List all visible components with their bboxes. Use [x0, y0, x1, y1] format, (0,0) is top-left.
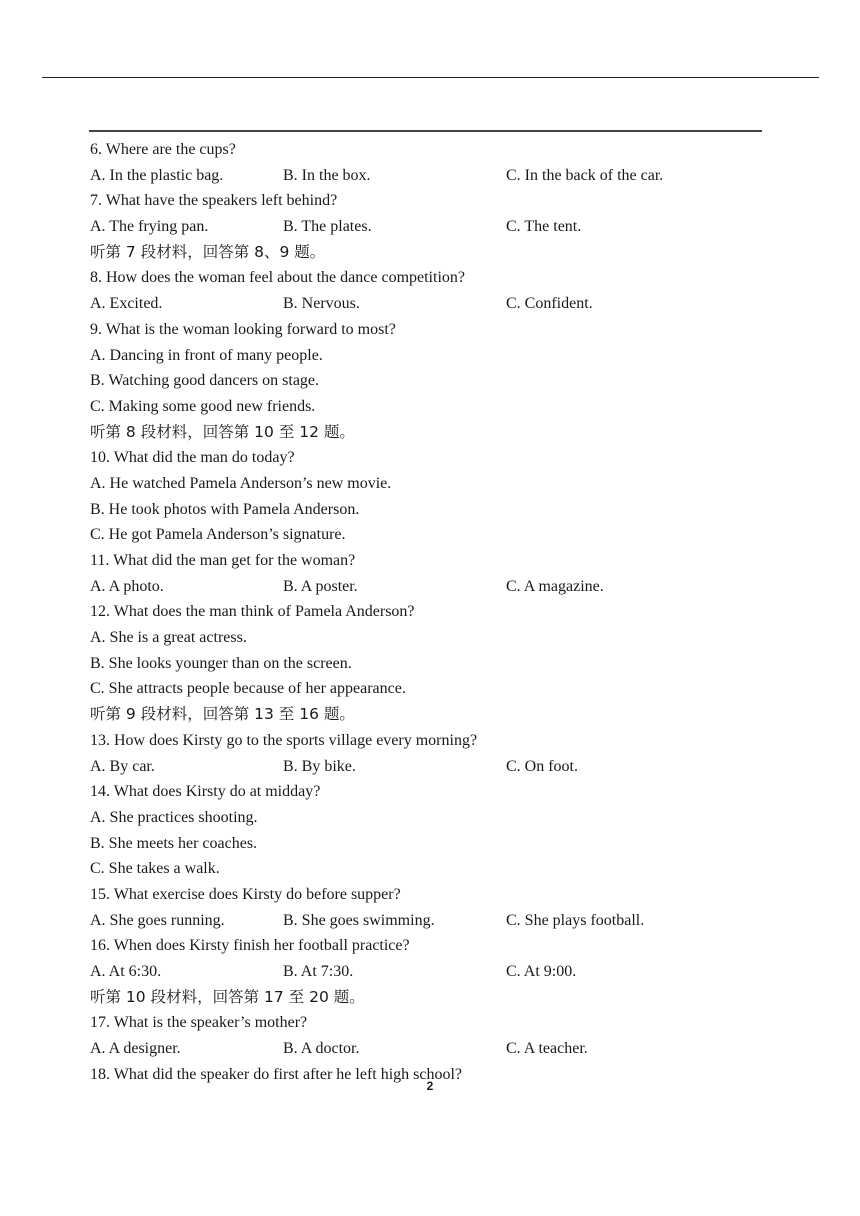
option-a: A. She goes running. [90, 911, 225, 929]
option-a: A. In the plastic bag. [90, 166, 224, 184]
listening-questions [90, 137, 770, 1087]
question-text: 6. Where are the cups? [90, 141, 236, 158]
answer-option: C. He got Pamela Anderson’s signature. [90, 526, 346, 544]
option-b: B. By bike. [283, 757, 356, 775]
option-b: B. Nervous. [283, 295, 360, 313]
answer-options-row [90, 754, 770, 780]
question-text: 12. What does the man think of Pamela Anderson? [90, 603, 415, 621]
option-a: A. A photo. [90, 577, 164, 595]
question-text: 15. What exercise does Kirsty do before supper? [90, 885, 401, 903]
option-a: A. By car. [90, 757, 155, 775]
answer-options-row [90, 574, 770, 600]
answer-option: B. She looks younger than on the screen. [90, 654, 352, 672]
option-a: A. A designer. [90, 1040, 181, 1058]
option-c: C. She plays football. [506, 911, 645, 929]
question-text: 13. How does Kirsty go to the sports village every morning? [90, 731, 478, 749]
option-c: C. In the back of the car. [506, 166, 664, 184]
answer-option: B. He took photos with Pamela Anderson. [90, 500, 360, 518]
question-text: 9. What is the woman looking forward to most? [90, 320, 396, 338]
answer-options-row [90, 291, 770, 317]
question-text: 16. When does Kirsty finish her football practice? [90, 937, 410, 955]
option-b: B. At 7:30. [283, 963, 354, 980]
section-instruction: 听第 8 段材料，回答第 10 至 12 题。 [90, 422, 355, 441]
option-c: C. A magazine. [506, 577, 604, 595]
option-b: B. A doctor. [283, 1040, 360, 1058]
answer-options-row [90, 959, 770, 985]
answer-options-row [90, 908, 770, 934]
answer-option: A. She practices shooting. [90, 808, 258, 826]
option-b: B. In the box. [283, 166, 371, 184]
answer-options-row [90, 1036, 770, 1062]
answer-option: C. Making some good new friends. [90, 397, 316, 415]
scan-top-rule [89, 130, 762, 132]
section-instruction: 听第 9 段材料，回答第 13 至 16 题。 [90, 705, 355, 724]
answer-option: A. She is a great actress. [90, 629, 247, 647]
answer-option: B. She meets her coaches. [90, 834, 258, 852]
section-instruction: 听第 10 段材料，回答第 17 至 20 题。 [90, 987, 365, 1006]
option-b: B. The plates. [283, 218, 372, 236]
section-instruction: 听第 7 段材料，回答第 8、9 题。 [90, 242, 326, 261]
option-c: C. At 9:00. [506, 963, 577, 980]
option-b: B. A poster. [283, 577, 358, 595]
question-text: 7. What have the speakers left behind? [90, 192, 338, 210]
option-a: A. The frying pan. [90, 218, 209, 236]
answer-options-row [90, 163, 770, 189]
option-c: C. A teacher. [506, 1040, 588, 1058]
option-a: A. Excited. [90, 295, 163, 313]
option-c: C. The tent. [506, 218, 582, 236]
page-top-rule [42, 77, 819, 78]
option-b: B. She goes swimming. [283, 911, 435, 929]
answer-option: C. She takes a walk. [90, 860, 220, 878]
answer-option: A. He watched Pamela Anderson’s new movie. [90, 474, 392, 492]
answer-option: B. Watching good dancers on stage. [90, 372, 320, 390]
answer-options-row [90, 214, 770, 240]
option-c: C. On foot. [506, 757, 578, 775]
question-text: 10. What did the man do today? [90, 449, 295, 467]
answer-option: A. Dancing in front of many people. [90, 346, 323, 364]
option-c: C. Confident. [506, 295, 593, 313]
question-text: 11. What did the man get for the woman? [90, 552, 356, 569]
page-number: 2 [426, 1079, 434, 1093]
question-text: 14. What does Kirsty do at midday? [90, 783, 321, 801]
option-a: A. At 6:30. [90, 963, 162, 980]
answer-option: C. She attracts people because of her appearance. [90, 680, 406, 698]
question-text: 18. What did the speaker do first after he left high school? [90, 1065, 463, 1083]
question-text: 8. How does the woman feel about the dance competition? [90, 269, 465, 287]
question-text: 17. What is the speaker’s mother? [90, 1014, 308, 1032]
